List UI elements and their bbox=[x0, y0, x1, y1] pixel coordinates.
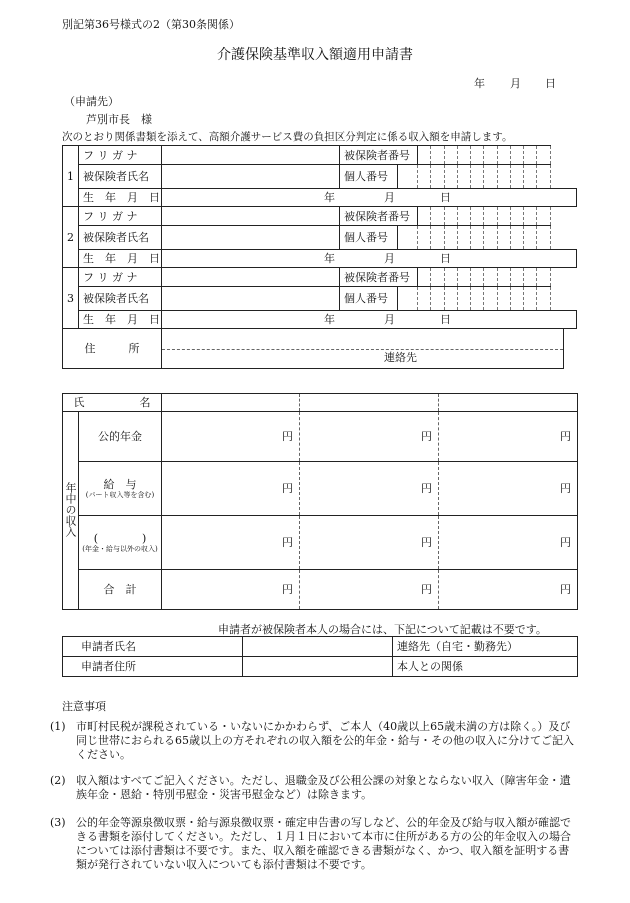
applicant-address-field[interactable] bbox=[243, 657, 393, 677]
insured-no-digit[interactable] bbox=[484, 268, 497, 287]
insured-no-digit[interactable] bbox=[418, 207, 431, 226]
total-label: 合 計 bbox=[79, 570, 162, 610]
total-amount-1[interactable] bbox=[162, 570, 300, 610]
personal-no-digit[interactable] bbox=[471, 287, 484, 311]
pension-amount-2[interactable] bbox=[300, 412, 439, 462]
note-2-number: (2) bbox=[50, 774, 66, 787]
insured-no-digit[interactable] bbox=[444, 268, 457, 287]
birth-year-label: 年 bbox=[324, 252, 335, 265]
address-label: 住 所 bbox=[63, 329, 162, 369]
personal-no-digit[interactable] bbox=[484, 165, 497, 189]
personal-no-digit[interactable] bbox=[484, 287, 497, 311]
addressee: 芦別市長 様 bbox=[86, 113, 152, 126]
person-1-furigana-field[interactable] bbox=[162, 146, 340, 165]
furigana-label: フ リ ガ ナ bbox=[79, 146, 162, 165]
salary-sub-label: (パート収入等を含む) bbox=[85, 490, 155, 499]
yen-unit: 円 bbox=[560, 583, 571, 596]
personal-no-digit[interactable] bbox=[510, 226, 523, 250]
insured-no-digit[interactable] bbox=[537, 207, 550, 226]
income-table bbox=[62, 393, 578, 610]
annual-income-side-label bbox=[63, 412, 79, 610]
date-year-label: 年 bbox=[474, 77, 485, 90]
insured-no-digit[interactable] bbox=[524, 268, 537, 287]
personal-no-digit[interactable] bbox=[457, 165, 470, 189]
personal-no-label: 個人番号 bbox=[340, 165, 398, 189]
birthdate-label: 生 年 月 日 bbox=[79, 189, 162, 207]
insured-no-digit[interactable] bbox=[431, 207, 444, 226]
personal-no-digit[interactable] bbox=[471, 226, 484, 250]
pension-label: 公的年金 bbox=[79, 412, 162, 462]
person-3-furigana-field[interactable] bbox=[162, 268, 340, 287]
birth-day-label: 日 bbox=[440, 191, 451, 204]
birth-year-label: 年 bbox=[324, 191, 335, 204]
insured-no-digit[interactable] bbox=[497, 207, 510, 226]
yen-unit: 円 bbox=[282, 583, 293, 596]
yen-unit: 円 bbox=[421, 536, 432, 549]
other-income-label-cell bbox=[79, 516, 162, 570]
note-3-text: 公的年金等源泉徴収票・給与源泉徴収票・確定申告書の写しなど、公的年金及び給与収入額が確認できる書類を添付してください。ただし、１月１日において本市に住所がある方の公的年金収入の場合については添付書類は不要です。また、収入額を確認できる書類がなく、かつ、収入額を証明する書類が発行されていない収入についても添付書類は不要です。 bbox=[76, 816, 571, 871]
insured-no-digit[interactable] bbox=[471, 268, 484, 287]
income-name-field-2[interactable] bbox=[300, 394, 439, 412]
personal-no-digit[interactable] bbox=[471, 165, 484, 189]
applicant-address-label: 申請者住所 bbox=[63, 657, 243, 677]
insured-no-digit[interactable] bbox=[524, 207, 537, 226]
total-amount-2[interactable] bbox=[300, 570, 439, 610]
intro-text: 次のとおり関係書類を添えて、高額介護サービス費の負担区分判定に係る収入額を申請します。 bbox=[62, 131, 513, 143]
person-3-name-field[interactable] bbox=[162, 287, 340, 311]
insured-no-label: 被保険者番号 bbox=[340, 207, 418, 226]
personal-no-digit[interactable] bbox=[444, 165, 457, 189]
person-1-number: 1 bbox=[63, 146, 79, 207]
salary-label: 給 与 bbox=[103, 477, 137, 491]
income-name-label: 氏 名 bbox=[63, 394, 162, 412]
name-label: 被保険者氏名 bbox=[79, 226, 162, 250]
other-income-amount-2[interactable] bbox=[300, 516, 439, 570]
yen-unit: 円 bbox=[282, 430, 293, 443]
insured-persons-table bbox=[62, 145, 577, 369]
personal-no-digit[interactable] bbox=[418, 287, 431, 311]
personal-no-digit[interactable] bbox=[431, 165, 444, 189]
personal-no-digit[interactable] bbox=[457, 226, 470, 250]
personal-no-digit[interactable] bbox=[431, 287, 444, 311]
personal-no-digit[interactable] bbox=[418, 165, 431, 189]
birth-day-label: 日 bbox=[440, 252, 451, 265]
note-3-number: (3) bbox=[50, 816, 66, 829]
personal-no-digit[interactable] bbox=[497, 165, 510, 189]
personal-no-digit[interactable] bbox=[537, 165, 550, 189]
date-month-label: 月 bbox=[510, 77, 521, 90]
insured-no-digit[interactable] bbox=[484, 207, 497, 226]
salary-amount-2[interactable] bbox=[300, 462, 439, 516]
personal-no-digit[interactable] bbox=[524, 287, 537, 311]
form-code: 別記第36号様式の2（第30条関係） bbox=[62, 18, 240, 31]
birth-month-label: 月 bbox=[384, 252, 395, 265]
date-day-label: 日 bbox=[545, 77, 556, 90]
note-3 bbox=[50, 816, 576, 872]
notes-title: 注意事項 bbox=[62, 700, 106, 713]
yen-unit: 円 bbox=[560, 482, 571, 495]
personal-no-digit[interactable] bbox=[398, 287, 418, 311]
insured-no-digit[interactable] bbox=[510, 146, 523, 165]
yen-unit: 円 bbox=[560, 536, 571, 549]
insured-no-digit[interactable] bbox=[537, 268, 550, 287]
personal-no-digit[interactable] bbox=[537, 287, 550, 311]
personal-no-digit[interactable] bbox=[398, 165, 418, 189]
income-name-field-3[interactable] bbox=[439, 394, 578, 412]
other-income-sub-label: (年金・給与以外の収入) bbox=[82, 544, 158, 553]
personal-no-digit[interactable] bbox=[444, 287, 457, 311]
birth-month-label: 月 bbox=[384, 191, 395, 204]
name-label: 被保険者氏名 bbox=[79, 165, 162, 189]
insured-no-digit[interactable] bbox=[497, 146, 510, 165]
birth-day-label: 日 bbox=[440, 313, 451, 326]
annual-income-side-text: 年中の収入 bbox=[64, 481, 77, 537]
personal-no-label: 個人番号 bbox=[340, 287, 398, 311]
insured-no-label: 被保険者番号 bbox=[340, 146, 418, 165]
insured-no-digit[interactable] bbox=[497, 268, 510, 287]
person-2-furigana-field[interactable] bbox=[162, 207, 340, 226]
address-divider bbox=[162, 349, 563, 350]
personal-no-digit[interactable] bbox=[510, 165, 523, 189]
personal-no-digit[interactable] bbox=[524, 226, 537, 250]
personal-no-digit[interactable] bbox=[398, 226, 418, 250]
personal-no-digit[interactable] bbox=[537, 226, 550, 250]
contact-label: 連絡先 bbox=[384, 351, 417, 364]
insured-no-digit[interactable] bbox=[444, 207, 457, 226]
total-amount-3[interactable] bbox=[439, 570, 578, 610]
note-1-text: 市町村民税が課税されている・いないにかかわらず、ご本人（40歳以上65歳未満の方は除く。）及び同じ世帯におられる65歳以上の方それぞれの収入額を公的年金・給与・その他の収入に分けてご記入ください。 bbox=[76, 720, 574, 761]
insured-no-digit[interactable] bbox=[457, 146, 470, 165]
addressee-label: （申請先） bbox=[64, 95, 119, 108]
applicant-name-label: 申請者氏名 bbox=[63, 637, 243, 657]
yen-unit: 円 bbox=[421, 583, 432, 596]
birth-year-label: 年 bbox=[324, 313, 335, 326]
applicant-name-field[interactable] bbox=[243, 637, 393, 657]
insured-no-digit[interactable] bbox=[537, 146, 550, 165]
personal-no-label: 個人番号 bbox=[340, 226, 398, 250]
salary-amount-1[interactable] bbox=[162, 462, 300, 516]
birthdate-label: 生 年 月 日 bbox=[79, 311, 162, 329]
applicant-contact-label: 連絡先（自宅・勤務先） bbox=[393, 637, 578, 657]
yen-unit: 円 bbox=[421, 482, 432, 495]
insured-no-digit[interactable] bbox=[510, 268, 523, 287]
furigana-label: フ リ ガ ナ bbox=[79, 268, 162, 287]
insured-no-digit[interactable] bbox=[471, 207, 484, 226]
person-1-name-field[interactable] bbox=[162, 165, 340, 189]
pension-amount-1[interactable] bbox=[162, 412, 300, 462]
insured-no-digit[interactable] bbox=[484, 146, 497, 165]
personal-no-digit[interactable] bbox=[524, 165, 537, 189]
insured-no-digit[interactable] bbox=[431, 268, 444, 287]
other-income-label: ( ) bbox=[93, 531, 147, 545]
yen-unit: 円 bbox=[421, 430, 432, 443]
person-1-birthdate-field[interactable] bbox=[162, 189, 577, 207]
personal-no-digit[interactable] bbox=[510, 287, 523, 311]
insured-no-digit[interactable] bbox=[418, 146, 431, 165]
other-income-amount-1[interactable] bbox=[162, 516, 300, 570]
name-label: 被保険者氏名 bbox=[79, 287, 162, 311]
insured-no-digit[interactable] bbox=[457, 268, 470, 287]
personal-no-digit[interactable] bbox=[484, 226, 497, 250]
yen-unit: 円 bbox=[282, 536, 293, 549]
other-income-amount-3[interactable] bbox=[439, 516, 578, 570]
insured-no-digit[interactable] bbox=[510, 207, 523, 226]
personal-no-digit[interactable] bbox=[418, 226, 431, 250]
personal-no-digit[interactable] bbox=[497, 226, 510, 250]
note-2-text: 収入額はすべてご記入ください。ただし、退職金及び公租公課の対象とならない収入（障害年金・遺族年金・恩給・特別弔慰金・災害弔慰金など）は除きます。 bbox=[76, 774, 571, 801]
furigana-label: フ リ ガ ナ bbox=[79, 207, 162, 226]
insured-no-label: 被保険者番号 bbox=[340, 268, 418, 287]
insured-no-digit[interactable] bbox=[524, 146, 537, 165]
birth-month-label: 月 bbox=[384, 313, 395, 326]
note-1-number: (1) bbox=[50, 720, 66, 733]
personal-no-digit[interactable] bbox=[457, 287, 470, 311]
applicant-table bbox=[62, 636, 578, 677]
note-1 bbox=[50, 720, 576, 762]
personal-no-digit[interactable] bbox=[444, 226, 457, 250]
note-2 bbox=[50, 774, 576, 802]
yen-unit: 円 bbox=[282, 482, 293, 495]
personal-no-digit[interactable] bbox=[497, 287, 510, 311]
yen-unit: 円 bbox=[560, 430, 571, 443]
personal-no-digit[interactable] bbox=[431, 226, 444, 250]
page-title: 介護保険基準収入額適用申請書 bbox=[217, 47, 413, 63]
person-2-name-field[interactable] bbox=[162, 226, 340, 250]
person-3-birthdate-field[interactable] bbox=[162, 311, 577, 329]
applicant-relation-label: 本人との関係 bbox=[393, 657, 578, 677]
person-2-birthdate-field[interactable] bbox=[162, 250, 577, 268]
person-2-number: 2 bbox=[63, 207, 79, 268]
income-name-field-1[interactable] bbox=[162, 394, 300, 412]
insured-no-digit[interactable] bbox=[444, 146, 457, 165]
salary-amount-3[interactable] bbox=[439, 462, 578, 516]
address-field[interactable] bbox=[162, 329, 564, 369]
applicant-note: 申請者が被保険者本人の場合には、下記について記載は不要です。 bbox=[218, 623, 547, 636]
insured-no-digit[interactable] bbox=[471, 146, 484, 165]
insured-no-digit[interactable] bbox=[418, 268, 431, 287]
pension-amount-3[interactable] bbox=[439, 412, 578, 462]
birthdate-label: 生 年 月 日 bbox=[79, 250, 162, 268]
insured-no-digit[interactable] bbox=[457, 207, 470, 226]
salary-label-cell bbox=[79, 462, 162, 516]
insured-no-digit[interactable] bbox=[431, 146, 444, 165]
person-3-number: 3 bbox=[63, 268, 79, 329]
